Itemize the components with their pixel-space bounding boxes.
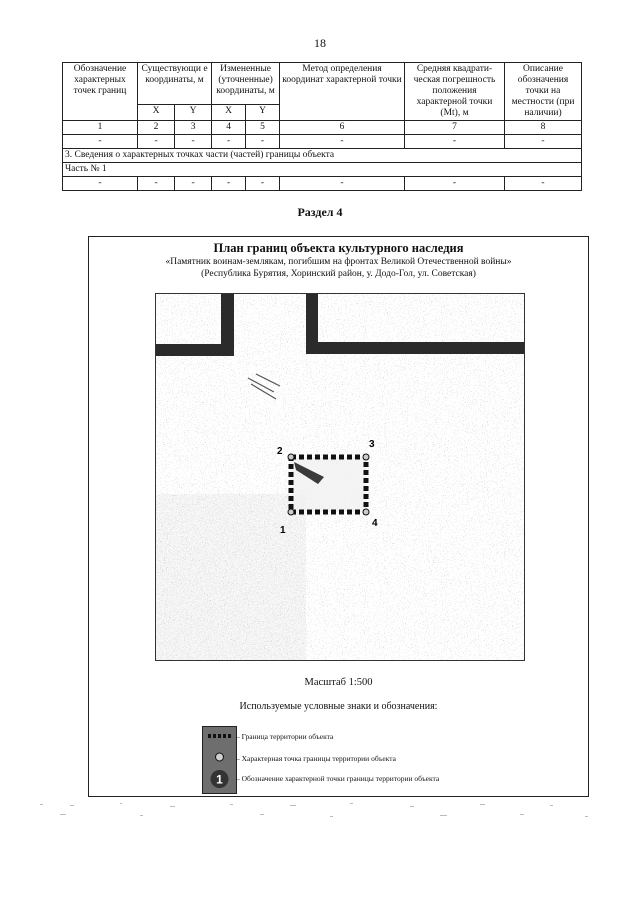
- table-cell: 7: [405, 121, 505, 135]
- point-label: 4: [372, 518, 378, 529]
- table-cell: -: [246, 177, 280, 191]
- legend-item-boundary: – Граница территории объекта: [236, 732, 334, 741]
- legend-number: 1: [216, 772, 223, 787]
- aerial-map: [155, 293, 525, 661]
- table-cell: -: [405, 177, 505, 191]
- col-header-existing: Существующи е координаты, м: [138, 63, 212, 105]
- point-label: 2: [277, 446, 283, 457]
- table-cell: -: [63, 135, 138, 149]
- scale-label: Масштаб 1:500: [304, 677, 373, 688]
- table-cell: -: [405, 135, 505, 149]
- table-cell: -: [138, 177, 175, 191]
- boundary-point: [363, 509, 369, 515]
- page-number: 18: [314, 36, 326, 50]
- table-cell: -: [63, 177, 138, 191]
- table-cell: -: [212, 177, 246, 191]
- point-label: 1: [280, 525, 286, 536]
- scan-noise: [30, 800, 610, 830]
- table-cell: -: [280, 135, 405, 149]
- legend-item-label: – Обозначение характерной точки границы территории объекта: [236, 774, 440, 783]
- table-row: [63, 149, 582, 163]
- table-cell: 6: [280, 121, 405, 135]
- table-cell: 2: [138, 121, 175, 135]
- boundary-point: [288, 509, 294, 515]
- plan-subtitle: «Памятник воинам-землякам, погибшим на фронтах Великой Отечественной войны»: [165, 257, 512, 267]
- col-header-updated: Измененные (уточненные) координаты, м: [212, 63, 280, 105]
- table-cell: -: [280, 177, 405, 191]
- table-cell: -: [175, 177, 212, 191]
- table-row: [63, 163, 582, 177]
- table-cell: 5: [246, 121, 280, 135]
- table-cell: -: [138, 135, 175, 149]
- legend-svg: [203, 727, 236, 793]
- table-cell: -: [505, 177, 582, 191]
- legend-title: Используемые условные знаки и обозначения:: [239, 701, 438, 712]
- point-icon: [216, 753, 224, 761]
- col-header-point: Обозначение характерных точек границ: [63, 63, 138, 121]
- table-cell: 4: [212, 121, 246, 135]
- map-image: [156, 294, 524, 660]
- table-cell: 3: [175, 121, 212, 135]
- col-header-method: Метод определения координат характерной точки: [280, 63, 405, 121]
- table-row: [63, 177, 582, 191]
- subheader-x: X: [138, 104, 175, 120]
- boundary-point: [363, 454, 369, 460]
- table-row: [63, 121, 582, 135]
- section-title: Раздел 4: [297, 205, 343, 219]
- part-label: Часть № 1: [63, 163, 582, 177]
- plan-frame: [88, 236, 589, 797]
- plan-location: (Республика Бурятия, Хоринский район, у. Додо-Гол, ул. Советская): [201, 269, 476, 279]
- grass-area: [156, 494, 306, 660]
- boundary-point: [288, 454, 294, 460]
- table-cell: 8: [505, 121, 582, 135]
- subheader-x: X: [212, 104, 246, 120]
- col-header-description: Описание обозначения точки на местности (при наличии): [505, 63, 582, 121]
- legend-symbols: [202, 726, 237, 794]
- col-header-error: Средняя квадрати-ческая погрешность положения характерной точки (Mt), м: [405, 63, 505, 121]
- table-cell: 1: [63, 121, 138, 135]
- table-row: [63, 135, 582, 149]
- table-cell: -: [505, 135, 582, 149]
- plan-title: План границ объекта культурного наследия: [213, 241, 464, 255]
- monument-base: [291, 457, 366, 512]
- table-cell: -: [175, 135, 212, 149]
- subheader-y: Y: [246, 104, 280, 120]
- boundary-points-table: [62, 62, 582, 191]
- subheader-y: Y: [175, 104, 212, 120]
- table-cell: -: [212, 135, 246, 149]
- legend-item-point: – Характерная точка границы территории объекта: [236, 754, 396, 763]
- point-label: 3: [369, 439, 375, 450]
- table-cell: -: [246, 135, 280, 149]
- section3-heading: 3. Сведения о характерных точках части (частей) границы объекта: [63, 149, 582, 163]
